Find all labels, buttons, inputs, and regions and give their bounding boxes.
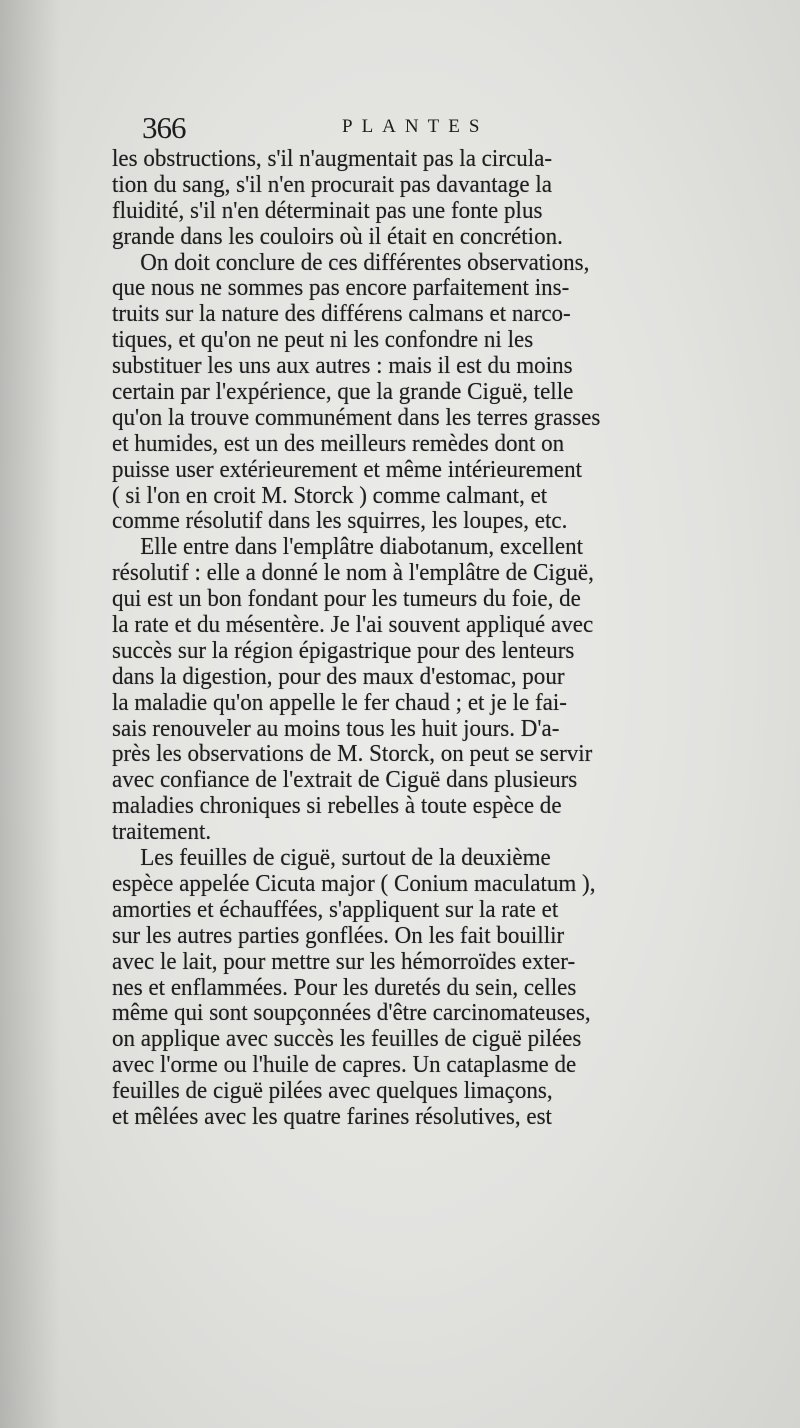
- text-line: et mêlées avec les quatre farines résolutives, est: [112, 1102, 552, 1130]
- text-line: Les feuilles de ciguë, surtout de la deuxième: [140, 844, 551, 872]
- text-line: la rate et du mésentère. Je l'ai souvent appliqué avec: [112, 611, 594, 639]
- text-line: avec l'orme ou l'huile de capres. Un cataplasme de: [112, 1051, 577, 1079]
- text-line: traitement.: [112, 818, 212, 846]
- text-line: sais renouveler au moins tous les huit jours. D'a-: [112, 714, 560, 742]
- text-line: amorties et échauffées, s'appliquent sur la rate et: [112, 895, 559, 923]
- page-number: 366: [142, 110, 186, 145]
- text-line: puisse user extérieurement et même intérieurement: [112, 455, 583, 483]
- text-line: la maladie qu'on appelle le fer chaud ; et je le fai-: [112, 688, 567, 716]
- text-line: qui est un bon fondant pour les tumeurs du foie, de: [112, 585, 581, 613]
- text-line: avec confiance de l'extrait de Ciguë dans plusieurs: [112, 766, 578, 794]
- running-title: PLANTES: [342, 116, 489, 137]
- text-line: On doit conclure de ces différentes observations,: [140, 248, 590, 276]
- text-line: certain par l'expérience, que la grande Ciguë, telle: [112, 378, 574, 406]
- text-line: truits sur la nature des différens calmans et narco-: [112, 300, 571, 328]
- text-line: avec le lait, pour mettre sur les hémorroïdes exter-: [112, 947, 576, 975]
- text-line: succès sur la région épigastrique pour des lenteurs: [112, 636, 575, 664]
- text-line: tion du sang, s'il n'en procurait pas davantage la: [112, 170, 552, 198]
- text-line: substituer les uns aux autres : mais il est du moins: [112, 352, 573, 380]
- text-line: fluidité, s'il n'en déterminait pas une fonte plus: [112, 196, 543, 224]
- text-line: comme résolutif dans les squirres, les loupes, etc.: [112, 507, 568, 535]
- text-line: nes et enflammées. Pour les duretés du sein, celles: [112, 973, 577, 1001]
- text-line: que nous ne sommes pas encore parfaitement ins-: [112, 274, 570, 302]
- text-line: maladies chroniques si rebelles à toute espèce de: [112, 792, 562, 820]
- text-line: même qui sont soupçonnées d'être carcinomateuses,: [112, 999, 591, 1027]
- page-header: [142, 110, 642, 150]
- text-line: résolutif : elle a donné le nom à l'emplâtre de Ciguë,: [112, 559, 594, 587]
- text-line: qu'on la trouve communément dans les terres grasses: [112, 403, 601, 431]
- text-line: espèce appelée Cicuta major ( Conium maculatum ),: [112, 869, 596, 897]
- text-line: feuilles de ciguë pilées avec quelques limaçons,: [112, 1077, 553, 1105]
- text-line: dans la digestion, pour des maux d'estomac, pour: [112, 662, 565, 690]
- text-line: Elle entre dans l'emplâtre diabotanum, excellent: [140, 533, 584, 561]
- text-line: on applique avec succès les feuilles de ciguë pilées: [112, 1025, 582, 1053]
- text-line: les obstructions, s'il n'augmentait pas la circula-: [112, 145, 553, 172]
- text-line: ( si l'on en croit M. Storck ) comme calmant, et: [112, 481, 548, 509]
- page-gutter-shadow: [0, 0, 60, 1428]
- text-line: près les observations de M. Storck, on peut se servir: [112, 740, 593, 768]
- text-line: tiques, et qu'on ne peut ni les confondre ni les: [112, 326, 534, 354]
- body-text: [112, 146, 751, 1130]
- text-line: et humides, est un des meilleurs remèdes dont on: [112, 429, 565, 457]
- text-line: grande dans les couloirs où il était en concrétion.: [112, 222, 563, 250]
- text-line: sur les autres parties gonflées. On les fait bouillir: [112, 921, 565, 949]
